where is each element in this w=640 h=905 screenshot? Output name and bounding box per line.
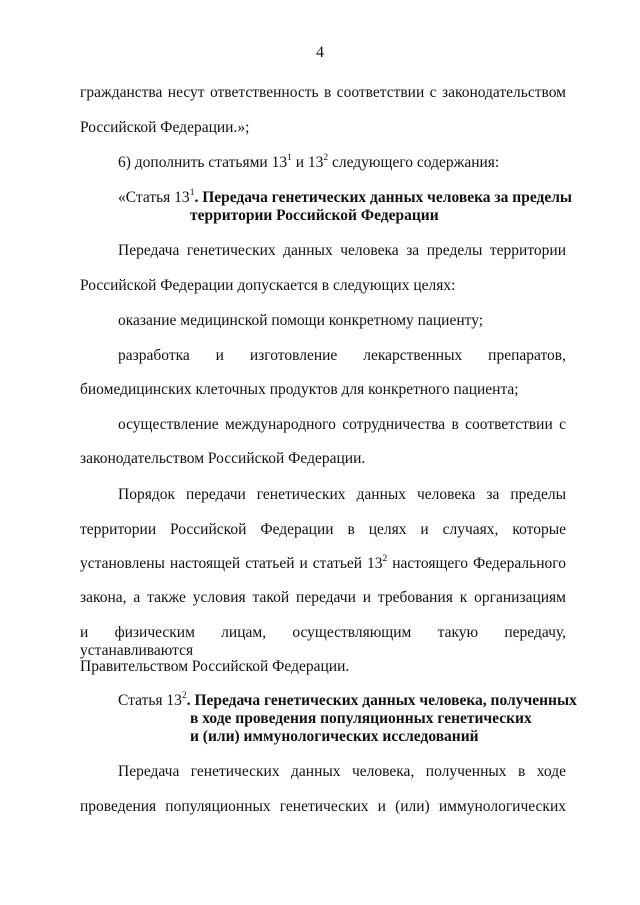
text-line: осуществление международного сотрудничества в соответствии с [118,416,566,433]
text-line: закона, а также условия такой передачи и требования к организациям [80,589,566,606]
text-line: и физическим лицам, осуществляющим такую передачу, устанавливаются [80,624,566,659]
article-heading-13-2: Статья $13^2$. Передача генетических данных человека, полученных [118,690,577,709]
text-line: Передача генетических данных человека за пределы территории [118,242,566,259]
text-line: законодательством Российской Федерации. [80,450,366,467]
text-line: проведения популяционных генетических и (или) иммунологических [80,798,566,815]
text-line: оказание медицинской помощи конкретному пациенту; [118,312,484,329]
text-line: установлены настоящей статьей и статьей $13^2$ настоящего Федерального [80,553,566,572]
text-line: биомедицинских клеточных продуктов для конкретного пациента; [80,381,519,398]
text-line: Передача генетических данных человека, полученных в ходе [118,763,566,780]
article-heading-13-2-cont: и (или) иммунологических исследований [190,728,479,745]
text-line: 6) дополнить статьями $13^1$ и $13^2$ следующего содержания: [118,152,500,171]
text-line: Порядок передачи генетических данных человека за пределы [118,486,566,503]
article-heading-13-1-cont: территории Российской Федерации [190,207,439,224]
text-line: Российской Федерации.»; [80,119,250,136]
text-line: Правительством Российской Федерации. [80,658,350,675]
text-line: разработка и изготовление лекарственных препаратов, [118,347,566,364]
text-line: территории Российской Федерации в целях и случаях, которые [80,521,566,538]
article-heading-13-1: «Статья $13^1$. Передача генетических данных человека за пределы [118,187,573,206]
article-heading-13-2-cont: в ходе проведения популяционных генетических [190,710,532,727]
text-line: гражданства несут ответственность в соответствии с законодательством [80,84,566,101]
text-line: Российской Федерации допускается в следующих целях: [80,277,456,294]
page-number: 4 [316,44,324,61]
